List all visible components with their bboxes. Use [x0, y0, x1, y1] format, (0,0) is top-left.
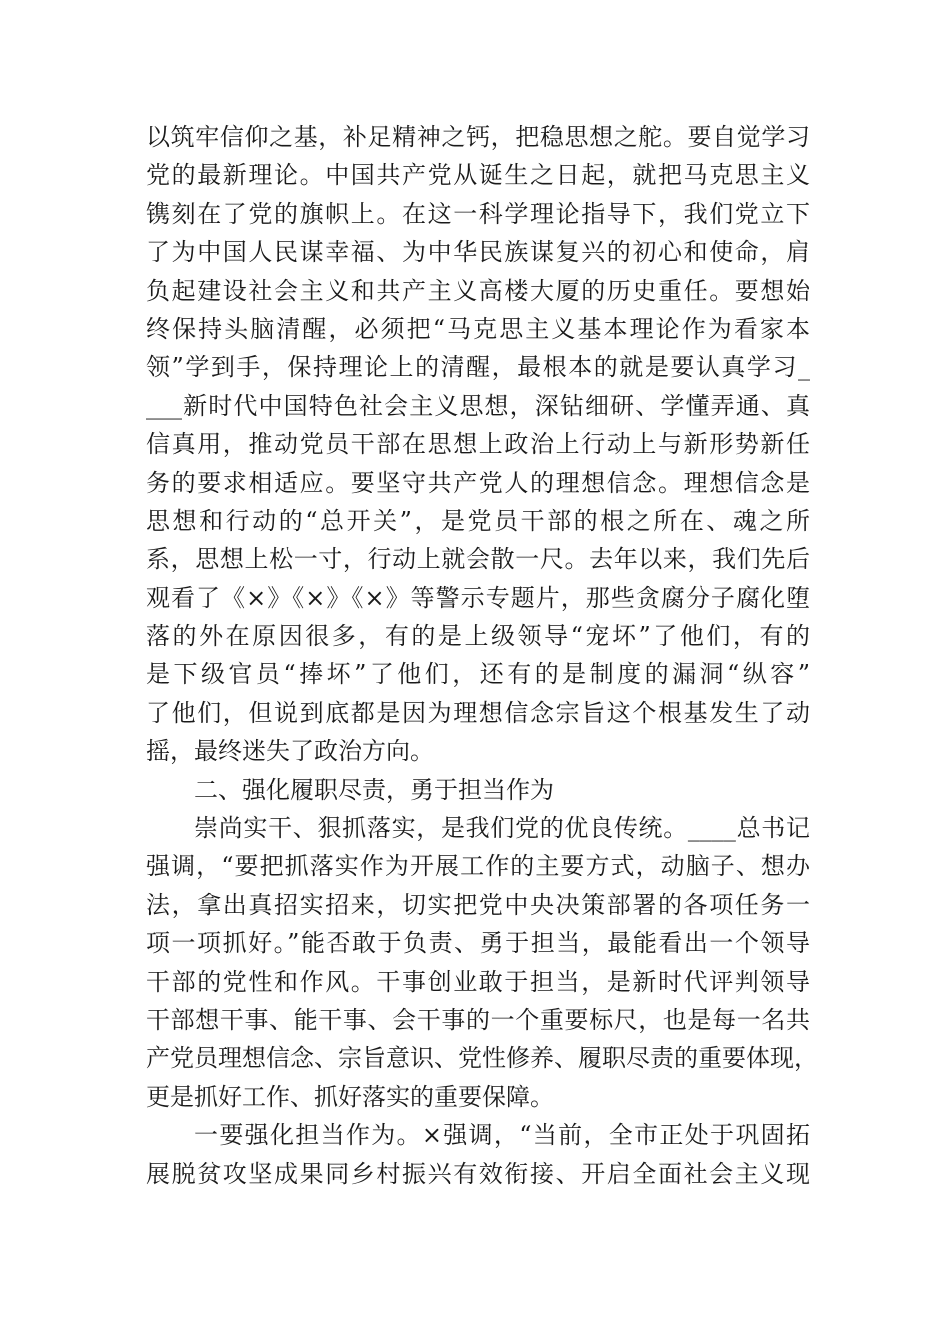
text-line: 是下级官员“捧坏”了他们，还有的是制度的漏洞“纵容”: [146, 660, 810, 689]
text-line: 务的要求相适应。要坚守共产党人的理想信念。理想信念是: [146, 468, 810, 497]
text-line: 一要强化担当作为。×强调，“当前，全市正处于巩固拓: [194, 1121, 810, 1150]
text-line: 产党员理想信念、宗旨意识、党性修养、履职尽责的重要体现，: [146, 1044, 818, 1073]
text-line: 了为中国人民谋幸福、为中华民族谋复兴的初心和使命，肩: [146, 238, 810, 267]
text-line: 思想和行动的“总开关”，是党员干部的根之所在、魂之所: [146, 506, 810, 535]
text-line: 了他们，但说到底都是因为理想信念宗旨这个根基发生了动: [146, 698, 810, 727]
text-line: 落的外在原因很多，有的是上级领导“宠坏”了他们，有的: [146, 622, 810, 651]
section-heading: 二、强化履职尽责，勇于担当作为: [194, 775, 554, 804]
text-line: 强调，“要把抓落实作为开展工作的主要方式，动脑子、想办: [146, 852, 810, 881]
text-line: 更是抓好工作、抓好落实的重要保障。: [146, 1082, 554, 1111]
text-line: 党的最新理论。中国共产党从诞生之日起，就把马克思主义: [146, 161, 810, 190]
text-line: 系，思想上松一寸，行动上就会散一尺。去年以来，我们先后: [146, 545, 810, 574]
text-line: ___新时代中国特色社会主义思想，深钻细研、学懂弄通、真: [146, 391, 810, 420]
text-line: 展脱贫攻坚成果同乡村振兴有效衔接、开启全面社会主义现: [146, 1159, 810, 1188]
text-line: 干部的党性和作风。干事创业敢于担当，是新时代评判领导: [146, 967, 810, 996]
text-line: 镌刻在了党的旗帜上。在这一科学理论指导下，我们党立下: [146, 199, 810, 228]
text-line: 法，拿出真招实招来，切实把党中央决策部署的各项任务一: [146, 890, 810, 919]
text-line: 崇尚实干、狠抓落实，是我们党的优良传统。____总书记: [194, 814, 810, 843]
text-line: 以筑牢信仰之基，补足精神之钙，把稳思想之舵。要自觉学习: [146, 123, 810, 151]
text-line: 干部想干事、能干事、会干事的一个重要标尺，也是每一名共: [146, 1005, 810, 1034]
text-line: 项一项抓好。”能否敢于负责、勇于担当，最能看出一个领导: [146, 929, 810, 958]
text-line: 领”学到手，保持理论上的清醒，最根本的就是要认真学习_: [146, 353, 810, 382]
text-line: 信真用，推动党员干部在思想上政治上行动上与新形势新任: [146, 430, 810, 459]
text-line: 负起建设社会主义和共产主义高楼大厦的历史重任。要想始: [146, 276, 810, 305]
text-line: 终保持头脑清醒，必须把“马克思主义基本理论作为看家本: [146, 314, 810, 343]
text-line: 摇，最终迷失了政治方向。: [146, 737, 434, 766]
body-text: [146, 118, 818, 1193]
text-line: 观看了《×》《×》《×》等警示专题片，那些贪腐分子腐化堕: [146, 583, 810, 612]
